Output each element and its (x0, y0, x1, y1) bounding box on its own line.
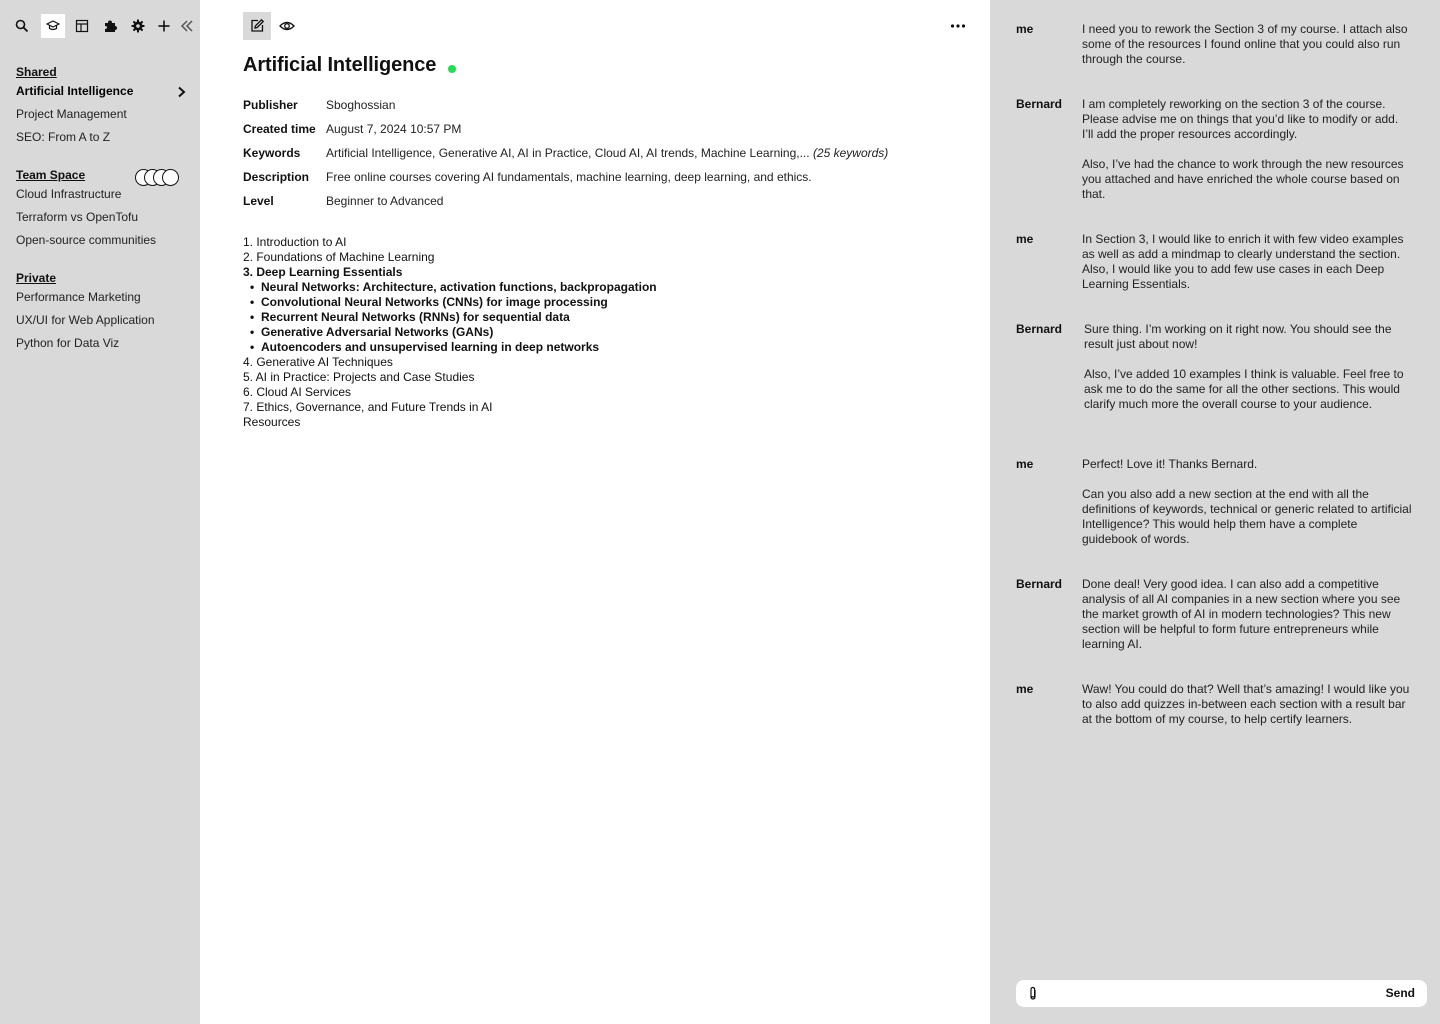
publisher-value[interactable]: Sboghossian (326, 98, 396, 112)
outline-section[interactable]: 4. Generative AI Techniques (243, 355, 393, 369)
message-body (1082, 457, 1412, 547)
property-created (243, 117, 888, 141)
message-author: me (1016, 457, 1034, 471)
message-text: In Section 3, I would like to enrich it with few video examples as well as add a mindmap to clearly understand the section. Also, I would like you to add few use cases in each Deep Learning Essentials. (1082, 232, 1404, 291)
property-label: Keywords (243, 146, 301, 160)
outline-subitem[interactable]: • Generative Adversarial Networks (GANs) (243, 325, 657, 340)
outline-subitem[interactable]: • Autoencoders and unsupervised learning in deep networks (243, 340, 657, 355)
edit-icon (249, 18, 265, 34)
outline-section[interactable]: 6. Cloud AI Services (243, 385, 352, 399)
message-text: Done deal! Very good idea. I can also add a competitive analysis of all AI companies in a new section where you see the market growth of AI in modern technologies? This new section will be helpful to form future entrepreneurs while learning AI. (1082, 577, 1401, 651)
paperclip-icon[interactable] (1026, 986, 1040, 1001)
property-description (243, 165, 888, 189)
sidebar-item-python[interactable]: Python for Data Viz (16, 336, 120, 350)
collapse-sidebar-button[interactable] (175, 14, 199, 38)
created-value: August 7, 2024 10:57 PM (326, 122, 462, 136)
sidebar-toolbar (0, 14, 200, 38)
team-avatars[interactable] (135, 169, 179, 186)
property-level (243, 189, 888, 213)
outline-section[interactable]: 5. AI in Practice: Projects and Case Studies (243, 370, 475, 384)
property-keywords (243, 141, 888, 165)
message-author: Bernard (1016, 577, 1063, 591)
extensions-button[interactable] (98, 14, 122, 38)
sidebar-item-open-source[interactable]: Open-source communities (16, 233, 157, 247)
more-horizontal-icon (950, 18, 966, 34)
preview-button[interactable] (273, 12, 301, 40)
message-text: I need you to rework the Section 3 of my course. I attach also some of the resources I found online that you could also run through the course. (1082, 22, 1408, 66)
settings-button[interactable] (126, 14, 150, 38)
graduation-cap-icon (46, 19, 60, 33)
avatar (162, 169, 179, 186)
eye-icon (279, 18, 295, 34)
gear-icon (131, 19, 145, 33)
sidebar (0, 0, 200, 1024)
sidebar-item-performance-marketing[interactable]: Performance Marketing (16, 290, 141, 304)
chat-input[interactable] (1016, 980, 1427, 1007)
outline-section[interactable]: 1. Introduction to AI (243, 235, 347, 249)
level-value[interactable]: Beginner to Advanced (326, 194, 444, 208)
outline-subitem[interactable]: • Neural Networks: Architecture, activation functions, backpropagation (243, 280, 657, 295)
outline-resources[interactable]: Resources (243, 415, 301, 429)
chevron-right-icon[interactable] (174, 85, 188, 99)
section-shared[interactable]: Shared (16, 65, 57, 79)
message-author: Bernard (1016, 97, 1063, 111)
message-body (1082, 22, 1412, 67)
page-title: Artificial Intelligence (243, 54, 437, 76)
property-label: Description (243, 170, 310, 184)
message-body (1082, 577, 1412, 652)
message-text: I am completely reworking on the section 3 of the course. Please advise me on things that you’d like to modify or add. I’ll add the proper resources accordingly. (1082, 97, 1399, 141)
course-outline (243, 235, 657, 430)
message-text: Sure thing. I’m working on it right now. You should see the result just about now! (1084, 322, 1392, 351)
sidebar-item-artificial-intelligence[interactable]: Artificial Intelligence (16, 84, 134, 98)
keywords-count: (25 keywords) (812, 146, 889, 160)
edit-button[interactable] (243, 12, 271, 40)
outline-subitem[interactable]: • Convolutional Neural Networks (CNNs) for image processing (243, 295, 657, 310)
sidebar-item-uxui[interactable]: UX/UI for Web Application (16, 313, 155, 327)
layout-icon (75, 19, 89, 33)
sidebar-item-project-management[interactable]: Project Management (16, 107, 127, 121)
search-button[interactable] (10, 14, 34, 38)
property-publisher (243, 93, 888, 117)
collapse-icon (180, 19, 194, 33)
message-text: Also, I’ve added 10 examples I think is valuable. Feel free to ask me to do the same for all the other sections. This would clarify much more the overall course to your audience. (1084, 367, 1404, 411)
courses-button[interactable] (41, 14, 65, 38)
keywords-value[interactable] (326, 146, 888, 160)
chat-panel (990, 0, 1440, 1024)
message-author: Bernard (1016, 322, 1063, 336)
status-indicator (448, 65, 456, 73)
outline-section[interactable]: 2. Foundations of Machine Learning (243, 250, 435, 264)
document-panel (200, 0, 990, 1024)
message-text: Perfect! Love it! Thanks Bernard. (1082, 457, 1258, 471)
outline-section[interactable]: 3. Deep Learning Essentials (243, 265, 403, 279)
message-body (1082, 232, 1412, 292)
layout-button[interactable] (70, 14, 94, 38)
message-body (1082, 97, 1412, 202)
message-body (1084, 322, 1414, 412)
message-text: Also, I’ve had the chance to work through the new resources you attached and have enriched the whole course based on that. (1082, 157, 1404, 201)
message-body (1082, 682, 1412, 727)
message-text: Can you also add a new section at the end with all the definitions of keywords, technical or generic related to artificial Intelligence? This would help them have a complete guidebook of words. (1082, 487, 1412, 546)
puzzle-icon (103, 19, 117, 33)
property-label: Created time (243, 122, 316, 136)
properties (243, 93, 888, 213)
description-value[interactable]: Free online courses covering AI fundamentals, machine learning, deep learning, and ethics. (326, 170, 812, 184)
sidebar-item-seo[interactable]: SEO: From A to Z (16, 130, 111, 144)
message-author: me (1016, 682, 1034, 696)
send-button[interactable]: Send (1385, 986, 1415, 1000)
property-label: Level (243, 194, 274, 208)
more-options-button[interactable] (944, 12, 972, 40)
add-button[interactable] (152, 14, 176, 38)
section-private[interactable]: Private (16, 271, 57, 285)
property-label: Publisher (243, 98, 298, 112)
keywords-list: Artificial Intelligence, Generative AI, AI in Practice, Cloud AI, AI trends, Machine Learning,... (326, 146, 810, 160)
outline-section[interactable]: 7. Ethics, Governance, and Future Trends in AI (243, 400, 493, 414)
plus-icon (157, 19, 171, 33)
sidebar-item-terraform[interactable]: Terraform vs OpenTofu (16, 210, 139, 224)
outline-subitem[interactable]: • Recurrent Neural Networks (RNNs) for sequential data (243, 310, 657, 325)
message-author: me (1016, 22, 1034, 36)
sidebar-item-cloud-infrastructure[interactable]: Cloud Infrastructure (16, 187, 122, 201)
search-icon (15, 19, 29, 33)
title-row (243, 54, 456, 77)
section-team-space[interactable]: Team Space (16, 168, 86, 182)
message-text: Waw! You could do that? Well that’s amazing! I would like you to also add quizzes in-between each section with a result bar at the bottom of my course, to help certify learners. (1082, 682, 1410, 726)
message-author: me (1016, 232, 1034, 246)
